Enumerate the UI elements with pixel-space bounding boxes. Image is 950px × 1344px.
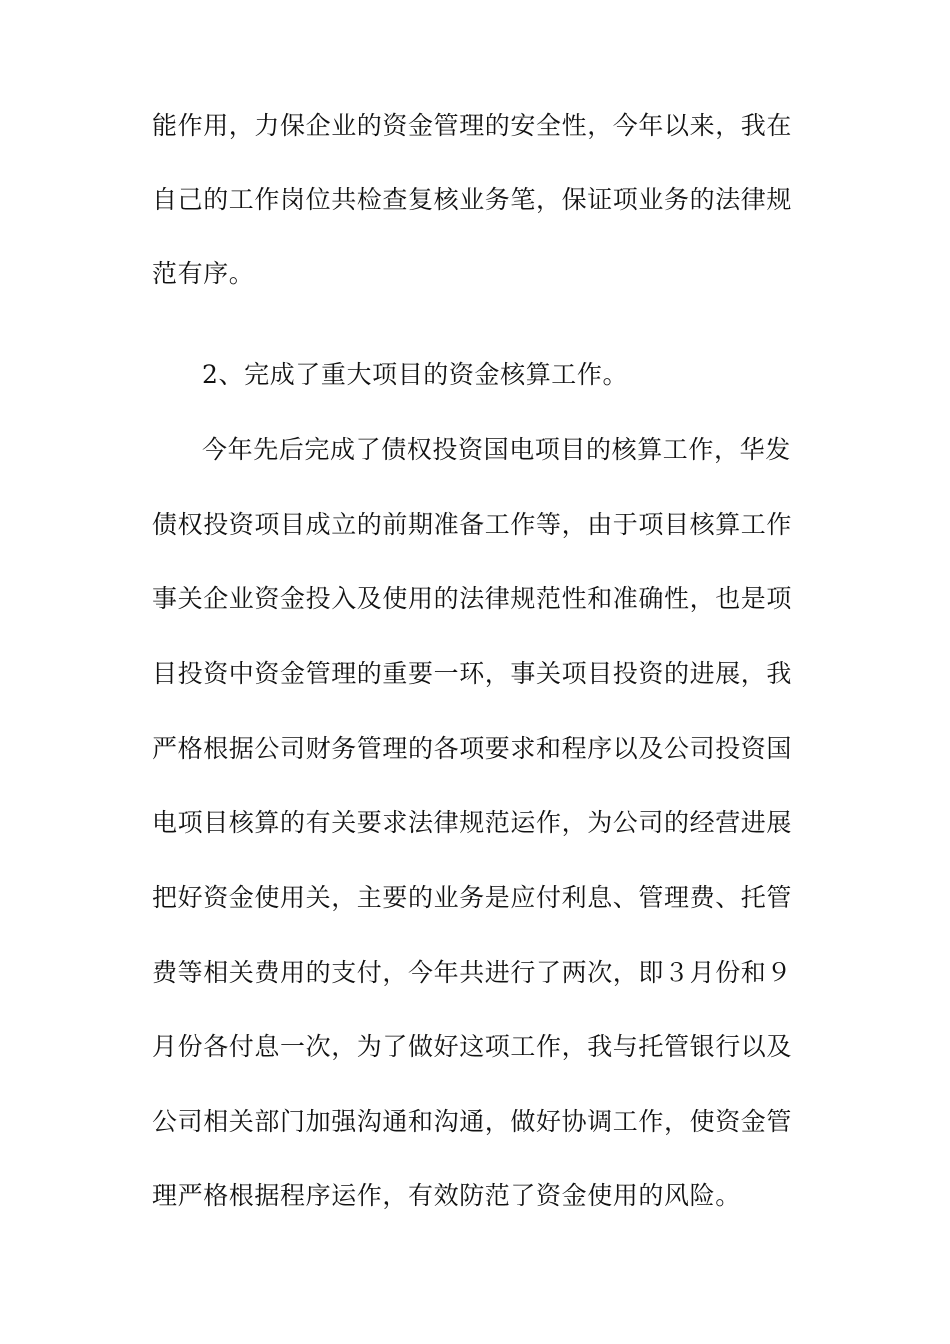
text-line: 把好资金使用关，主要的业务是应付利息、管理费、托管 xyxy=(152,883,793,912)
text-line: 范有序。 xyxy=(152,259,255,288)
text-line: 自己的工作岗位共检查复核业务笔，保证项业务的法律规 xyxy=(152,185,793,214)
text-line: 2、完成了重大项目的资金核算工作。 xyxy=(202,360,629,389)
text-line: 能作用，力保企业的资金管理的安全性，今年以来，我在 xyxy=(152,111,793,140)
text-line: 月份各付息一次，为了做好这项工作，我与托管银行以及 xyxy=(152,1032,793,1061)
text-line: 电项目核算的有关要求法律规范运作，为公司的经营进展 xyxy=(152,808,793,837)
text-line: 今年先后完成了债权投资国电项目的核算工作，华发 xyxy=(202,435,791,464)
text-line: 费等相关费用的支付，今年共进行了两次，即３月份和９ xyxy=(152,958,793,987)
text-line: 事关企业资金投入及使用的法律规范性和准确性，也是项 xyxy=(152,584,793,613)
text-line: 理严格根据程序运作，有效防范了资金使用的风险。 xyxy=(152,1181,741,1210)
text-line: 目投资中资金管理的重要一环，事关项目投资的进展，我 xyxy=(152,659,793,688)
text-line: 债权投资项目成立的前期准备工作等，由于项目核算工作 xyxy=(152,510,793,539)
text-line: 严格根据公司财务管理的各项要求和程序以及公司投资国 xyxy=(152,734,793,763)
text-line: 公司相关部门加强沟通和沟通，做好协调工作，使资金管 xyxy=(152,1107,793,1136)
